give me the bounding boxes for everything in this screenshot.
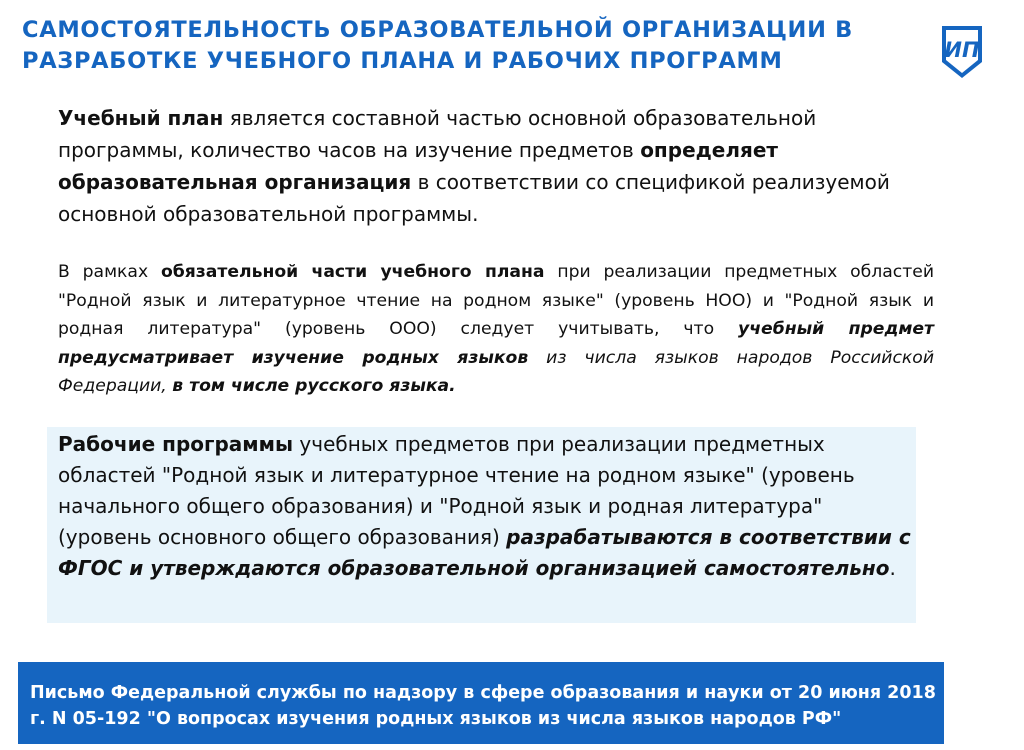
institution-logo bbox=[940, 24, 984, 80]
footer-text: Письмо Федеральной службы по надзору в сфере образования и науки от 20 июня 2018 г. N 05-192 "О вопросах изучения родных языков из числа языков народов РФ" bbox=[30, 683, 936, 729]
work-programs-box bbox=[47, 427, 916, 623]
page-title bbox=[22, 15, 942, 77]
work-programs-paragraph: Рабочие программы учебных предметов при реализации предметных областей "Родной язык и литературное чтение на родном языке" (уровень начального общего образования) и "Родной язык и родная литература" (уровень основного общего образования) разрабатываются в соответствии с ФГОС и утверждаются образовательной организацией самостоятельно. bbox=[58, 432, 911, 580]
title-line-1: САМОСТОЯТЕЛЬНОСТЬ ОБРАЗОВАТЕЛЬНОЙ ОРГАНИЗАЦИИ В bbox=[22, 17, 853, 43]
footer-reference bbox=[18, 662, 944, 744]
curriculum-paragraph: Учебный план является составной частью основной образовательной программы, количество часов на изучение предметов определяет образовательная организация в соответствии со спецификой реализуемой основной образовательной программы. bbox=[58, 106, 890, 226]
title-line-2: РАЗРАБОТКЕ УЧЕБНОГО ПЛАНА И РАБОЧИХ ПРОГРАММ bbox=[22, 48, 783, 74]
mandatory-part-paragraph: В рамках обязательной части учебного плана при реализации предметных областей "Родной язык и литературное чтение на родном языке" (уровень НОО) и "Родной язык и родная литература" (уровень ООО) следует учитывать, что учебный предмет предусматривает изучение родных языков из числа языков народов Российской Федерации, в том числе русского языка. bbox=[58, 262, 934, 396]
logo-text: ИП bbox=[944, 38, 980, 62]
